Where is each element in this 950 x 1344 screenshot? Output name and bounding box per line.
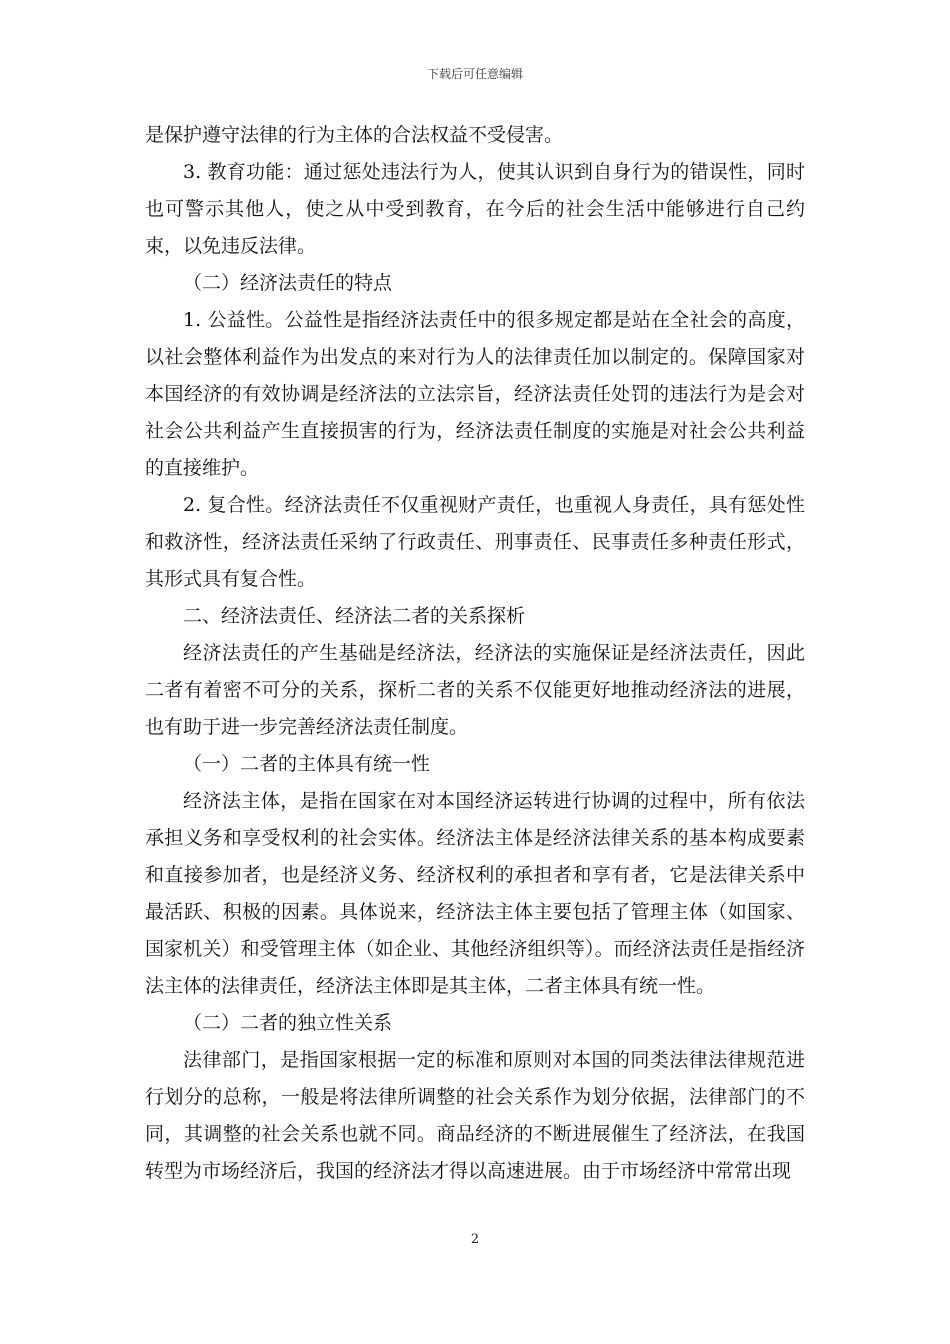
page-header <box>0 66 950 82</box>
section-heading: （二）二者的独立性关系 <box>183 1012 393 1034</box>
section-heading: （一）二者的主体具有统一性 <box>183 753 431 775</box>
paragraph: 3. 教育功能：通过惩处违法行为人，使其认识到自身行为的错误性，同时也可警示其他人，使之从中受到教育，在今后的社会生活中能够进行自己约束，以免违反法律。 <box>145 161 805 257</box>
section-heading: （二）经济法责任的特点 <box>183 272 393 294</box>
paragraph: 1. 公益性。公益性是指经济法责任中的很多规定都是站在全社会的高度，以社会整体利益作为出发点的来对行为人的法律责任加以制定的。保障国家对本国经济的有效协调是经济法的立法宗旨，经济法责任处罚的违法行为是会对社会公共利益产生直接损害的行为，经济法责任制度的实施是对社会公共利益的直接维护。 <box>145 309 805 479</box>
page-number: 2 <box>470 1232 480 1247</box>
header-text: 下载后可任意编辑 <box>426 67 523 81</box>
paragraph: 是保护遵守法律的行为主体的合法权益不受侵害。 <box>145 124 564 146</box>
document-body <box>145 117 805 1190</box>
paragraph: 经济法责任的产生基础是经济法，经济法的实施保证是经济法责任，因此二者有着密不可分的关系，探析二者的关系不仅能更好地推动经济法的进展，也有助于进一步完善经济法责任制度。 <box>145 642 805 738</box>
paragraph: 法律部门，是指国家根据一定的标准和原则对本国的同类法律法律规范进行划分的总称，一般是将法律所调整的社会关系作为划分依据，法律部门的不同，其调整的社会关系也就不同。商品经济的不断进展催生了经济法，在我国转型为市场经济后，我国的经济法才得以高速进展。由于市场经济中常常出现 <box>145 1049 805 1182</box>
paragraph: 经济法主体，是指在国家在对本国经济运转进行协调的过程中，所有依法承担义务和享受权利的社会实体。经济法主体是经济法律关系的基本构成要素和直接参加者，也是经济义务、经济权利的承担者和享有者，它是法律关系中最活跃、积极的因素。具体说来，经济法主体主要包括了管理主体（如国家、国家机关）和受管理主体（如企业、其他经济组织等）。而经济法责任是指经济法主体的法律责任，经济法主体即是其主体，二者主体具有统一性。 <box>145 790 805 997</box>
paragraph: 2. 复合性。经济法责任不仅重视财产责任，也重视人身责任，具有惩处性和救济性，经济法责任采纳了行政责任、刑事责任、民事责任多种责任形式，其形式具有复合性。 <box>145 494 805 590</box>
page-footer <box>0 1232 950 1248</box>
section-heading: 二、经济法责任、经济法二者的关系探析 <box>183 605 526 627</box>
